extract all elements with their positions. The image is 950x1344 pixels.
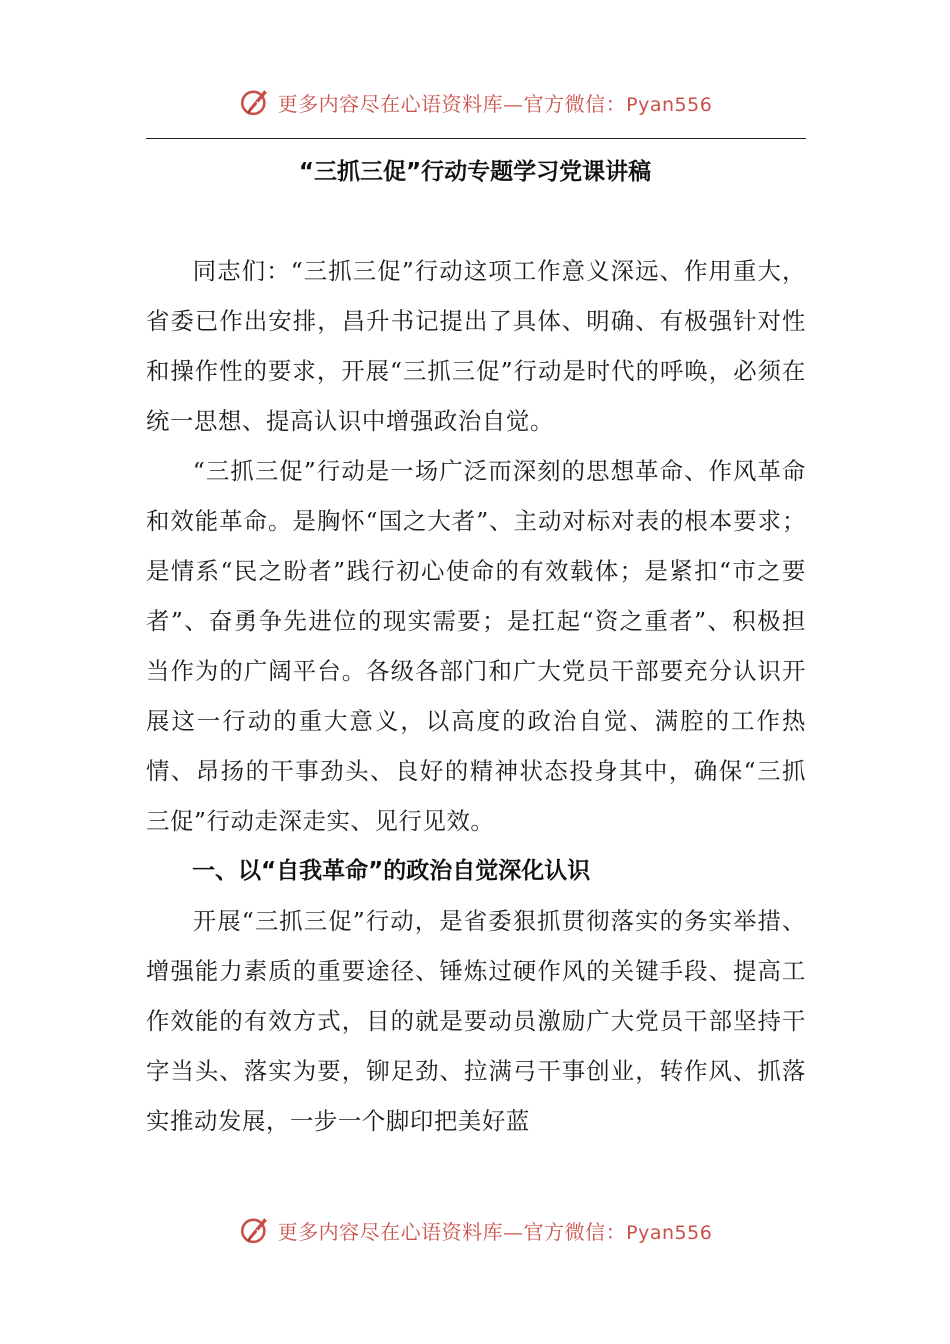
- body-paragraph: 同志们：“三抓三促”行动这项工作意义深远、作用重大，省委已作出安排，昌升书记提出了具体、明确、有极强针对性和操作性的要求，开展“三抓三促”行动是时代的呼唤，必须在统一思想、提高认识中增强政治自觉。: [146, 257, 806, 435]
- document-title: “三抓三促”行动专题学习党课讲稿: [298, 159, 652, 185]
- footer-watermark: [0, 1208, 950, 1252]
- section-heading: 一、以“自我革命”的政治自觉深化认识: [192, 858, 591, 884]
- footer-watermark-text: 更多内容尽在心语资料库—官方微信：Pyan556: [277, 1219, 713, 1244]
- header-watermark: [0, 80, 950, 124]
- header-divider: [146, 138, 806, 139]
- body-paragraph: 开展“三抓三促”行动，是省委狠抓贯彻落实的务实举措、增强能力素质的重要途径、锤炼过硬作风的关键手段、提高工作效能的有效方式，目的就是要动员激励广大党员干部坚持干字当头、落实为要，铆足劲、拉满弓干事创业，转作风、抓落实推动发展，一步一个脚印把美好蓝: [146, 907, 806, 1135]
- header-watermark-text: 更多内容尽在心语资料库—官方微信：Pyan556: [277, 91, 713, 116]
- quill-pen-logo-icon: [238, 85, 272, 119]
- body-paragraph: “三抓三促”行动是一场广泛而深刻的思想革命、作风革命和效能革命。是胸怀“国之大者”、主动对标对表的根本要求；是情系“民之盼者”践行初心使命的有效载体；是紧扣“市之要者”、奋勇争先进位的现实需要；是扛起“资之重者”、积极担当作为的广阔平台。各级各部门和广大党员干部要充分认识开展这一行动的重大意义，以高度的政治自觉、满腔的工作热情、昂扬的干事劲头、良好的精神状态投身其中，确保“三抓三促”行动走深走实、见行见效。: [146, 457, 806, 835]
- quill-pen-logo-icon: [238, 1213, 272, 1247]
- document-body: [146, 246, 806, 1146]
